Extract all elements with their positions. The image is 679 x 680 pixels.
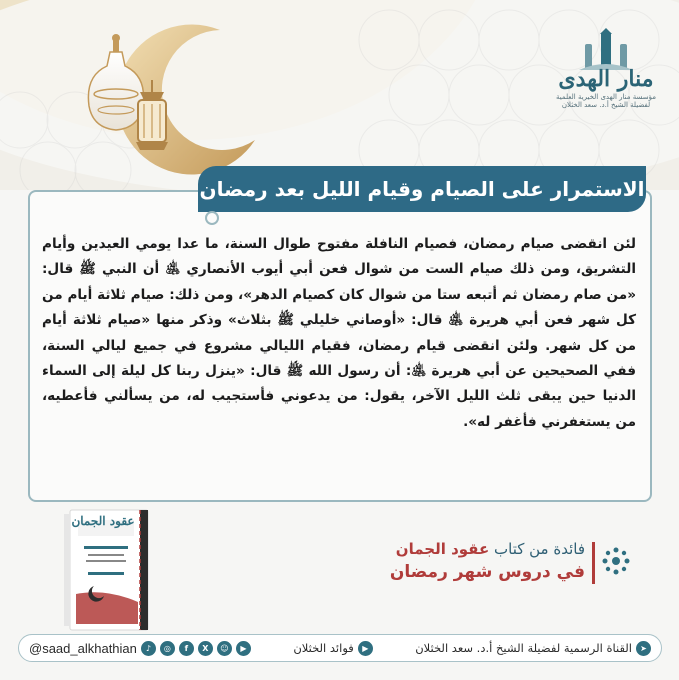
benefit-book-name: عقود الجمان [395,540,490,558]
book-cover-title: عقود الجمان [71,514,135,528]
brand-logo [551,28,661,113]
footer-handle-group[interactable] [29,641,251,656]
benefit-line-1 [396,540,585,558]
telegram-icon[interactable]: ➤ [636,641,651,656]
article-body: لئن انقضى صيام رمضان، فصيام النافلة مفتوح طوال السنة، ما عدا يومي العيدين وأيام التشريق، ومن ذلك صيام الست من شوال فعن أبي أيوب الأنصاري ﵁ أن النبي ﷺ قال: «من صام رمضان ثم أتبعه ستا من شوال كان كصيام الدهر»، ومن ذلك: صيام ثلاثة أيام من كل شهر فعن أبي هريرة ﵁ قال: «أوصاني خليلي ﷺ بثلاث» وذكر منها «صيام ثلاثة أيام من كل شهر. ولئن انقضى قيام رمضان، فقيام الليالي مشروع في جميع ليالي السنة، ففي الصحيحين عن أبي هريرة ﵁: أن رسول الله ﷺ قال: «ينزل ربنا كل ليلة إلى السماء الدنيا حين يبقى ثلث الليل الآخر، يقول: من يدعوني فأستجيب له، من يسألني فأعطيه، من يستغفرني فأغفر له». [42,236,636,430]
official-channel-text[interactable]: القناة الرسمية لفضيلة الشيخ أ.د. سعد الخثلان [415,641,632,655]
bottle-icon [88,34,143,130]
logo-subtitle: مؤسسة منار الهدى الخيرية العلمية لفضيلة الشيخ أ.د. سعد الخثلان [556,93,656,110]
benefit-caption [331,540,631,586]
snapchat-icon[interactable]: ☺ [217,641,232,656]
facebook-icon[interactable]: f [179,641,194,656]
benefit-prefix: فائدة من كتاب [489,540,585,558]
article-title: الاستمرار على الصيام وقيام الليل بعد رمضان [198,166,646,212]
social-handle[interactable]: @saad_alkhathian [29,640,137,656]
youtube-icon[interactable]: ▶ [236,641,251,656]
instagram-icon[interactable]: ◎ [160,641,175,656]
youtube-channel-text[interactable]: فوائد الخثلان [293,641,354,655]
logo-title: منار الهدى [558,66,654,92]
rosette-icon [601,546,631,576]
x-icon[interactable]: X [198,641,213,656]
benefit-line-2: في دروس شهر رمضان [389,562,585,582]
tiktok-icon[interactable]: ♪ [141,641,156,656]
footer-telegram-group[interactable] [415,641,651,656]
title-ornament-dot [205,211,219,225]
benefit-accent-bar [592,542,595,584]
youtube-icon[interactable]: ▶ [358,641,373,656]
crescent-lantern-art [70,10,260,180]
social-footer [18,634,662,662]
footer-youtube-group[interactable] [293,641,372,656]
